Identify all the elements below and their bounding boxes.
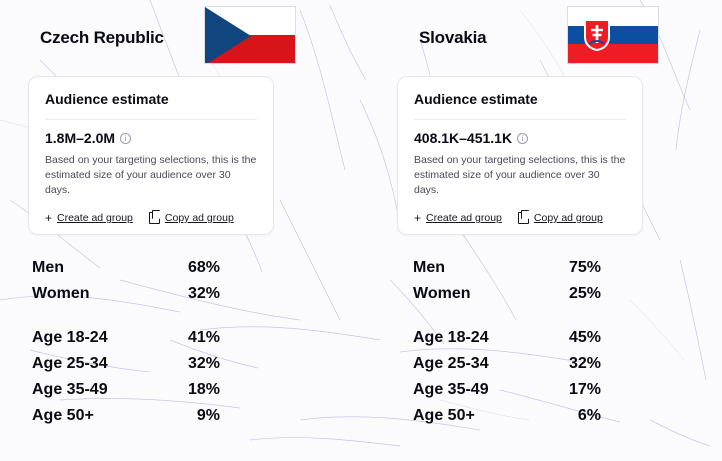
stats-czech-republic (14, 259, 361, 433)
stat-row (32, 381, 361, 407)
stat-label: Age 25-34 (413, 355, 489, 372)
stat-value: 45% (568, 329, 601, 346)
create-ad-group-label: Create ad group (57, 212, 133, 224)
stat-label: Age 25-34 (32, 355, 108, 372)
stat-label: Men (413, 259, 445, 276)
copy-ad-group-button[interactable] (518, 212, 603, 224)
stat-label: Age 35-49 (413, 381, 489, 398)
stat-row (32, 355, 361, 381)
plus-icon: + (414, 211, 422, 225)
country-title: Slovakia (419, 28, 487, 47)
stat-spacer (413, 311, 722, 329)
copy-ad-group-label: Copy ad group (533, 212, 603, 224)
stat-label: Women (32, 285, 90, 302)
card-title: Audience estimate (414, 91, 538, 107)
stat-label: Age 50+ (32, 407, 94, 424)
copy-ad-group-button[interactable] (149, 212, 234, 224)
card-title: Audience estimate (45, 91, 169, 107)
stat-spacer (32, 311, 361, 329)
card-divider (45, 119, 257, 120)
country-header-slovakia (385, 0, 722, 76)
create-ad-group-label: Create ad group (426, 212, 502, 224)
copy-icon (149, 212, 160, 224)
country-header-czech-republic (14, 0, 361, 76)
stat-value: 75% (568, 259, 601, 276)
stat-label: Age 50+ (413, 407, 475, 424)
czech-republic-flag-icon (204, 6, 296, 64)
copy-ad-group-label: Copy ad group (164, 212, 234, 224)
audience-estimate-card (28, 76, 274, 235)
plus-icon: + (45, 211, 53, 225)
country-title: Czech Republic (40, 28, 164, 47)
stat-value: 25% (568, 285, 601, 302)
estimate-description: Based on your targeting selections, this is the estimated size of your audience over 30 days. (414, 154, 626, 196)
stat-label: Women (413, 285, 471, 302)
stat-row (413, 381, 722, 407)
copy-icon (518, 212, 529, 224)
stat-row (413, 259, 722, 285)
estimate-row (45, 130, 257, 146)
create-ad-group-button[interactable] (45, 212, 133, 224)
stat-row (413, 285, 722, 311)
stat-value: 32% (187, 285, 220, 302)
estimate-value: 408.1K–451.1K (414, 130, 513, 146)
stat-row (413, 329, 722, 355)
info-icon[interactable]: i (517, 133, 528, 144)
stat-row (32, 407, 361, 433)
stat-row (32, 329, 361, 355)
info-icon[interactable]: i (120, 133, 131, 144)
stat-value: 17% (568, 381, 601, 398)
stat-value: 18% (187, 381, 220, 398)
card-actions (414, 210, 626, 224)
estimate-value: 1.8M–2.0M (45, 130, 116, 146)
stat-row (32, 259, 361, 285)
stat-row (413, 355, 722, 381)
stat-value: 32% (187, 355, 220, 372)
stat-row (32, 285, 361, 311)
stats-slovakia (385, 259, 722, 433)
slovakia-flag-icon (567, 6, 659, 64)
card-actions (45, 210, 257, 224)
stat-value: 9% (196, 407, 220, 424)
country-column-slovakia (361, 0, 722, 461)
stat-label: Age 35-49 (32, 381, 108, 398)
stat-value: 6% (577, 407, 601, 424)
stat-label: Men (32, 259, 64, 276)
estimate-description: Based on your targeting selections, this is the estimated size of your audience over 30 days. (45, 154, 257, 196)
stat-label: Age 18-24 (413, 329, 489, 346)
audience-estimate-card (397, 76, 643, 235)
stat-value: 41% (187, 329, 220, 346)
create-ad-group-button[interactable] (414, 212, 502, 224)
stat-label: Age 18-24 (32, 329, 108, 346)
stat-value: 68% (187, 259, 220, 276)
stat-row (413, 407, 722, 433)
estimate-row (414, 130, 626, 146)
stat-value: 32% (568, 355, 601, 372)
card-divider (414, 119, 626, 120)
